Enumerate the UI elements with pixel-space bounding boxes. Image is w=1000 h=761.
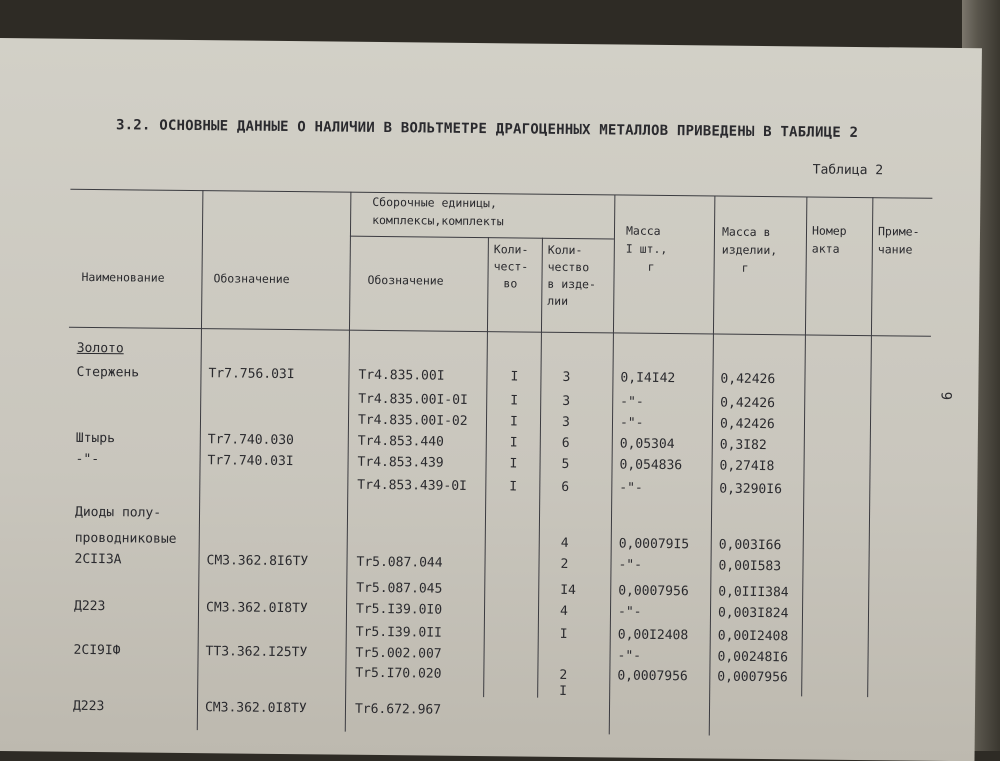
table-cell-massp: 0,00248I6: [717, 649, 789, 666]
header-mass-prod-2: изделии,: [721, 242, 778, 258]
col-divider: [345, 192, 352, 732]
table-cell-asm: Tr4.835.00I-02: [357, 412, 468, 429]
header-qty-prod-4: лии: [547, 293, 569, 308]
table-cell-mass1: 0,054836: [619, 457, 683, 474]
table-cell-name: Д223: [72, 698, 105, 715]
table-cell-massp: 0,0III384: [718, 584, 789, 601]
table-cell-mass1: -"-: [617, 648, 642, 664]
table-cell-designation: СМ3.362.8I6ТУ: [206, 553, 309, 570]
header-act-1: Номер: [811, 223, 847, 238]
table-cell-asm: Tr5.I39.0I0: [355, 601, 443, 618]
table-cell-name: 2СI9IФ: [73, 642, 121, 659]
table-cell-massp: 0,0007956: [717, 669, 788, 686]
table-label: Таблица 2: [812, 162, 884, 179]
table-cell-name: Д223: [73, 598, 106, 615]
table-cell-qty-prod: 3: [562, 369, 571, 385]
col-divider: [609, 194, 616, 734]
table-cell-massp: 0,42426: [720, 395, 776, 412]
table-cell-qty-prod: 6: [561, 479, 570, 495]
table-cell-asm: Tr4.853.439: [357, 454, 444, 471]
header-quantity-1: Коли-: [493, 242, 529, 257]
header-qty-prod-3: в изде-: [547, 276, 596, 292]
table-cell-designation: Tr7.756.03I: [208, 366, 295, 383]
table-cell-qty-prod: I: [559, 683, 568, 699]
table-cell-mass1: -"-: [620, 394, 644, 410]
header-mass-prod-3: г: [741, 260, 749, 275]
assembly-subheader-rule: [350, 236, 614, 240]
table-cell-qty-prod: 3: [562, 393, 571, 409]
header-note-2: чание: [877, 242, 913, 257]
col-divider: [801, 196, 807, 696]
table-cell-qty-prod: 5: [561, 456, 570, 472]
table-cell-designation: СМ3.362.0I8ТУ: [205, 600, 308, 617]
table-cell-mass1: 0,0007956: [618, 583, 689, 600]
table-cell-massp: 0,42426: [720, 371, 776, 388]
table-cell-mass1: 0,00I2408: [617, 627, 689, 644]
header-mass-one-2: I шт.,: [625, 241, 668, 256]
table-cell-qty: I: [510, 369, 519, 385]
table-cell-name: Штырь: [75, 430, 116, 447]
header-mass-one-3: г: [647, 259, 655, 274]
table-cell-name: Золото: [76, 340, 124, 357]
table-cell-massp: 0,274I8: [719, 458, 775, 475]
table-cell-qty-prod: 4: [560, 535, 569, 551]
document-page: [0, 38, 982, 761]
header-mass-one-1: Масса: [625, 223, 661, 238]
table-cell-qty: I: [510, 393, 519, 409]
table-cell-mass1: 0,05304: [619, 436, 675, 453]
table-cell-qty-prod: 3: [561, 414, 570, 430]
table-cell-name: -"-: [75, 451, 100, 468]
table-cell-asm: Tr4.835.00I-0I: [358, 391, 468, 408]
table-cell-name: проводниковые: [74, 530, 177, 547]
table-cell-name: Диоды полу-: [74, 504, 162, 521]
table-cell-asm: Tr5.I70.020: [355, 665, 442, 682]
header-bottom-rule: [69, 327, 931, 337]
table-cell-mass1: 0,00079I5: [618, 536, 690, 553]
col-divider: [709, 195, 716, 735]
header-act-2: акта: [811, 241, 840, 256]
table-cell-asm: Tr5.I39.0II: [355, 624, 442, 641]
header-name: Наименование: [81, 269, 165, 285]
table-cell-massp: 0,00I583: [718, 558, 782, 575]
table-cell-qty-prod: 6: [561, 435, 570, 451]
table-cell-asm: Tr5.087.045: [356, 580, 443, 597]
table-cell-qty-prod: 2: [560, 556, 569, 572]
table-cell-massp: 0,00I2408: [717, 628, 789, 645]
table-cell-asm: Tr6.672.967: [354, 701, 442, 718]
col-divider: [197, 190, 204, 730]
header-quantity-3: во: [503, 276, 518, 291]
header-qty-prod-2: чество: [547, 259, 590, 275]
header-note-1: Приме-: [877, 224, 920, 239]
table-cell-designation: Tr7.740.030: [207, 432, 294, 449]
page-number: 9: [937, 391, 954, 401]
table-cell-designation: СМ3.362.0I8ТУ: [204, 700, 307, 717]
table-cell-massp: 0,42426: [719, 416, 775, 433]
table-cell-massp: 0,003I824: [717, 605, 789, 622]
header-assembly-line2: комплексы,комплекты: [372, 212, 504, 229]
table-cell-mass1: -"-: [619, 480, 643, 496]
col-divider: [537, 238, 543, 698]
table-cell-mass1: -"-: [617, 604, 642, 620]
table-cell-asm: Tr5.002.007: [355, 645, 442, 662]
table-cell-qty-prod: 4: [559, 603, 568, 619]
table-cell-qty-prod: 2: [559, 667, 568, 683]
header-assembly-line1: Сборочные единицы,: [372, 194, 497, 211]
table-cell-qty: I: [509, 414, 518, 430]
section-heading: 3.2. ОСНОВНЫЕ ДАННЫЕ О НАЛИЧИИ В ВОЛЬТМЕТРЕ ДРАГОЦЕННЫХ МЕТАЛЛОВ ПРИВЕДЕНЫ В ТАБЛИЦЕ 2: [116, 117, 859, 141]
table-cell-mass1: -"-: [618, 557, 643, 573]
table-cell-massp: 0,003I66: [718, 537, 782, 554]
table-cell-qty: I: [509, 456, 518, 472]
table-cell-name: 2СII3А: [74, 551, 122, 568]
table-top-rule: [70, 189, 932, 199]
table-cell-asm: Tr5.087.044: [356, 554, 443, 571]
header-quantity-2: чест-: [493, 259, 529, 274]
table-cell-mass1: -"-: [619, 415, 644, 431]
header-mass-prod-1: Масса в: [721, 224, 771, 240]
table-cell-mass1: 0,I4I42: [620, 370, 676, 387]
table-cell-qty: I: [509, 435, 518, 451]
table-cell-qty-prod: I4: [560, 582, 576, 599]
table-cell-name: Стержень: [76, 364, 140, 381]
table-cell-mass1: 0,0007956: [617, 668, 688, 685]
table-cell-massp: 0,3290I6: [719, 481, 783, 498]
header-designation: Обозначение: [213, 271, 290, 287]
col-divider: [483, 237, 489, 697]
header-qty-prod-1: Коли-: [547, 242, 583, 258]
table-cell-designation: ТТ3.362.I25ТУ: [205, 644, 308, 661]
table-cell-asm: Tr4.835.00I: [358, 367, 445, 384]
table-cell-qty: I: [509, 479, 518, 495]
table-cell-massp: 0,3I82: [719, 437, 767, 454]
table-cell-asm: Tr4.853.440: [357, 433, 444, 450]
table-cell-designation: Tr7.740.03I: [207, 453, 294, 470]
table-cell-qty-prod: I: [559, 626, 568, 642]
table-cell-asm: Tr4.853.439-0I: [357, 477, 467, 494]
col-divider: [867, 197, 873, 697]
header-assembly-designation: Обозначение: [367, 272, 444, 288]
